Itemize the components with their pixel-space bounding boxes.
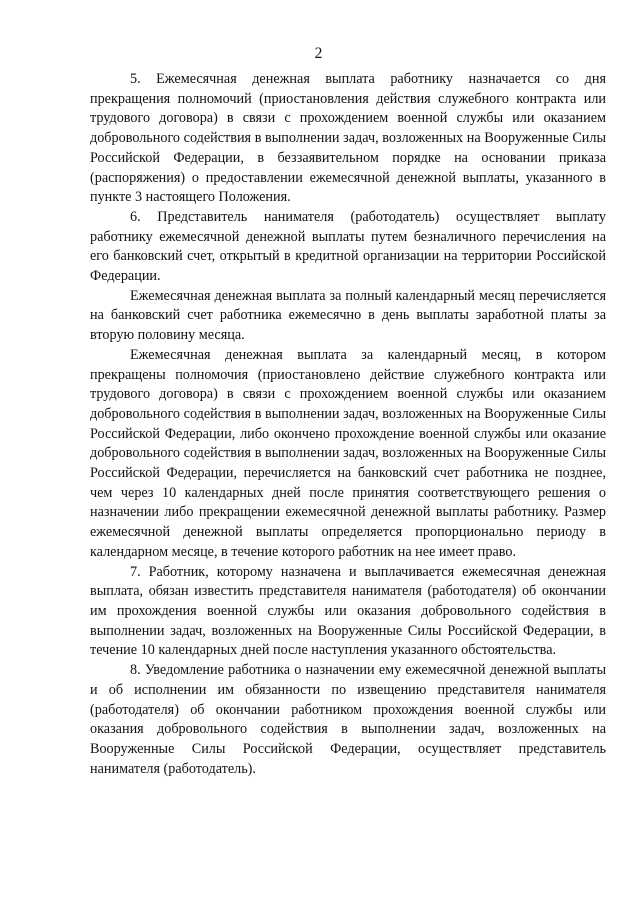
paragraph-5: 5. Ежемесячная денежная выплата работнику назначается со дня прекращения полномочий (приостановления действия служебного контракта или трудового договора) в связи с прохождением военной службы или оказанием добровольного содействия в выполнении задач, возложенных на Вооруженные Силы Российской Федерации, в беззаявительном порядке на основании приказа (распоряжения) о предоставлении ежемесячной денежной выплаты, указанного в пункте 3 настоящего Положения. — [90, 71, 606, 206]
page-number: 2 — [314, 45, 323, 62]
document-body — [90, 70, 606, 779]
paragraph-8: 8. Уведомление работника о назначении ему ежемесячной денежной выплаты и об исполнении им обязанности по извещению представителя нанимателя (работодателя) об окончании работником прохождения военной службы или оказания добровольного содействия в выполнении задач, возложенных на Вооруженные Силы Российской Федерации, осуществляет представитель нанимателя (работодатель). — [90, 662, 606, 777]
paragraph-6: 6. Представитель нанимателя (работодатель) осуществляет выплату работнику ежемесячной денежной выплаты путем безналичного перечисления на его банковский счет, открытый в кредитной организации на территории Российской Федерации. — [90, 208, 606, 285]
paragraph-6-transfer-full-month: Ежемесячная денежная выплата за полный календарный месяц перечисляется на банковский счет работника ежемесячно в день выплаты заработной платы за вторую половину месяца. — [90, 287, 606, 344]
paragraph-6-transfer-partial-month: Ежемесячная денежная выплата за календарный месяц, в котором прекращены полномочия (приостановлено действие служебного контракта или трудового договора) в связи с прохождением военной службы или оказанием добровольного содействия в выполнении задач, возложенных на Вооруженные Силы Российской Федерации, либо окончено прохождение военной службы или оказание добровольного содействия в выполнении задач, возложенных на Вооруженные Силы Российской Федерации, перечисляется на банковский счет работника не позднее, чем через 10 календарных дней после принятия соответствующего решения о назначении либо прекращении ежемесячной денежной выплаты работнику. Размер ежемесячной денежной выплаты определяется пропорционально периоду в календарном месяце, в течение которого работник на нее имеет право. — [90, 346, 606, 560]
paragraph-7: 7. Работник, которому назначена и выплачивается ежемесячная денежная выплата, обязан известить представителя нанимателя (работодателя) об окончании им прохождения военной службы или оказания добровольного содействия в выполнении задач, возложенных на Вооруженные Силы Российской Федерации, в течение 10 календарных дней после наступления указанного обстоятельства. — [90, 563, 606, 659]
